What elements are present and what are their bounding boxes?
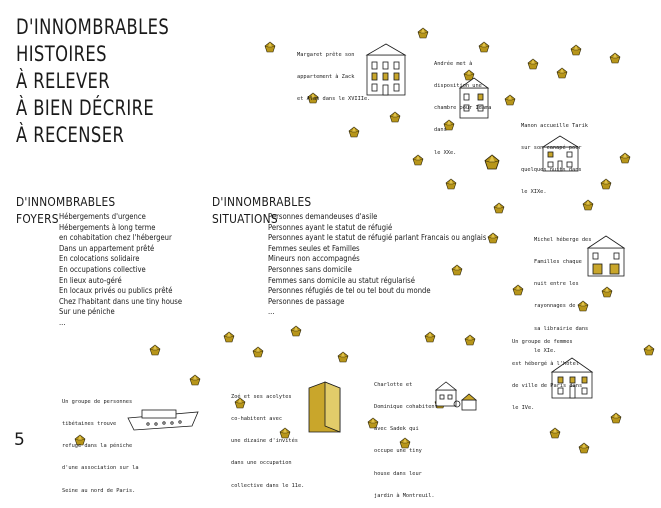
note-line: quelques nuits dans bbox=[521, 167, 582, 174]
list-item: Hébergements à long terme bbox=[59, 222, 156, 232]
list-item: En colocations solidaire bbox=[59, 254, 140, 264]
page-number: 5 bbox=[14, 430, 25, 450]
title-line: À RECENSER bbox=[16, 123, 125, 147]
note-line: Seine au nord de Paris. bbox=[62, 487, 136, 494]
note-zoe bbox=[231, 379, 304, 498]
note-line: de ville de Paris dans bbox=[512, 383, 583, 390]
list-item: Femmes seules et Familles bbox=[268, 243, 360, 253]
title-line: À BIEN DÉCRIRE bbox=[16, 96, 155, 120]
list-item: Hébergements d'urgence bbox=[59, 212, 146, 221]
note-line: Un groupe de femmes bbox=[512, 338, 573, 345]
note-line: et Alan dans le XVIIIe. bbox=[297, 96, 371, 103]
list-item: Mineurs non accompagnés bbox=[268, 254, 360, 264]
note-line: sa librairie dans bbox=[534, 325, 589, 332]
note-line: occupe une tiny bbox=[374, 448, 422, 455]
list-item: Dans un appartement prêté bbox=[59, 243, 155, 253]
building-michel bbox=[588, 236, 624, 276]
title-line: À RELEVER bbox=[16, 69, 111, 93]
list-item: En lieux auto-géré bbox=[59, 275, 122, 285]
list-item: Personnes ayant le statut de réfugié parlant Francais ou anglais bbox=[268, 233, 487, 243]
note-line: le XIe. bbox=[534, 347, 557, 354]
note-line: refuge dans la péniche bbox=[62, 443, 133, 450]
note-line: Charlotte et bbox=[374, 381, 413, 388]
note-line: house dans leur bbox=[374, 470, 422, 477]
note-line: appartement à Zack bbox=[297, 74, 355, 81]
note-line: le IVe. bbox=[512, 405, 535, 412]
list-item: Personnes sans domicile bbox=[268, 264, 352, 274]
note-charlotte bbox=[374, 367, 438, 508]
note-line: avec Sadek qui bbox=[374, 426, 419, 433]
note-line: sur son canapé pour bbox=[521, 145, 582, 152]
note-line: disposition une bbox=[434, 83, 482, 90]
list-item: En occupations collective bbox=[59, 264, 146, 274]
note-line: tibétaines trouve bbox=[62, 421, 117, 428]
foyers-list bbox=[59, 212, 182, 329]
list-item: Personnes de passage bbox=[268, 296, 345, 306]
main-title bbox=[16, 14, 169, 149]
list-item: Personnes demandeuses d'asile bbox=[268, 212, 378, 221]
list-item: Personnes ayant le statut de réfugié bbox=[268, 222, 393, 232]
note-line: le XIXe. bbox=[521, 189, 547, 196]
note-line: d'une association sur la bbox=[62, 465, 139, 472]
note-line: une dizaine d'invités bbox=[231, 438, 298, 445]
list-item: Sur une péniche bbox=[59, 307, 115, 317]
situations-heading-1: D'INNOMBRABLES bbox=[212, 194, 312, 209]
list-item: ... bbox=[59, 317, 66, 327]
note-line: collective dans le 11e. bbox=[231, 482, 305, 489]
note-line: Familles chaque bbox=[534, 259, 582, 266]
note-line: Dominique cohabitent bbox=[374, 404, 438, 411]
note-line: rayonnages de bbox=[534, 303, 576, 310]
list-item: en cohabitation chez l'hébergeur bbox=[59, 233, 172, 243]
note-line: chambre pour Idama bbox=[434, 105, 492, 112]
list-item: En locaux privés ou publics prêté bbox=[59, 286, 173, 296]
situations-heading-2: SITUATIONS bbox=[212, 211, 278, 226]
note-femmes bbox=[512, 324, 582, 420]
title-line: HISTOIRES bbox=[16, 42, 107, 66]
note-line: Manon accueille Tarik bbox=[521, 122, 588, 129]
note-line: Margaret prête son bbox=[297, 51, 355, 58]
note-manon bbox=[521, 108, 588, 204]
list-item: Personnes réfugiés de tel ou tel bout du monde bbox=[268, 286, 431, 296]
note-line: Zoé et ses acolytes bbox=[231, 393, 292, 400]
note-line: est hébergé à l'hôtel bbox=[512, 361, 579, 368]
note-line: Michel héberge des bbox=[534, 236, 592, 243]
note-tibetains bbox=[62, 384, 139, 503]
building-margaret bbox=[367, 44, 405, 95]
note-line: dans bbox=[434, 127, 447, 134]
list-item: Chez l'habitant dans une tiny house bbox=[59, 296, 183, 306]
foyers-heading-2: FOYERS bbox=[16, 211, 59, 226]
note-line: dans une occupation bbox=[231, 460, 292, 467]
building-occupation bbox=[309, 382, 340, 432]
note-andree bbox=[434, 46, 491, 165]
title-line: D'INNOMBRABLES bbox=[16, 15, 170, 39]
situations-list bbox=[268, 212, 486, 318]
note-line: jardin à Montreuil. bbox=[374, 492, 435, 499]
note-line: Andrée met à bbox=[434, 60, 473, 67]
tiny-houses bbox=[436, 382, 476, 410]
note-line: le XXe. bbox=[434, 149, 457, 156]
note-line: Un groupe de personnes bbox=[62, 398, 133, 405]
note-line: nuit entre les bbox=[534, 281, 579, 288]
list-item: Femmes sans domicile au statut régularisé bbox=[268, 275, 415, 285]
note-line: co-habitent avec bbox=[231, 416, 283, 423]
foyers-heading-1: D'INNOMBRABLES bbox=[16, 194, 116, 209]
note-margaret bbox=[297, 37, 370, 111]
list-item: ... bbox=[268, 307, 275, 317]
